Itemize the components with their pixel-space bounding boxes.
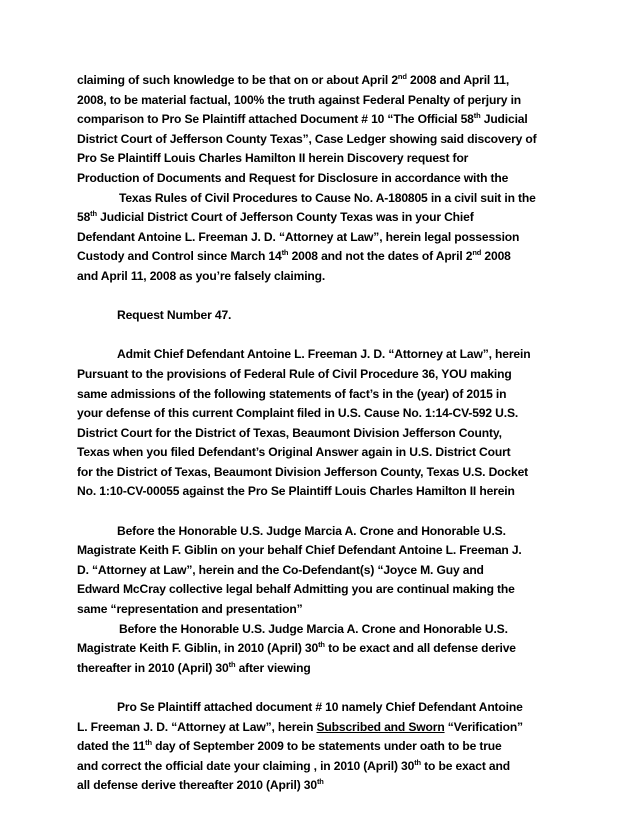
superscript: th [228,659,236,669]
text-segment: after viewing [235,660,311,675]
spacer [77,502,577,522]
superscript: th [145,738,152,748]
spacer [77,287,577,307]
superscript: th [281,248,289,258]
text-line [77,71,577,91]
document-page [77,71,577,796]
text-line: and April 11, 2008 as you’re falsely claiming. [77,268,326,283]
text-line: No. 1:10-CV-00055 against the Pro Se Plaintiff Louis Charles Hamilton II herein [77,484,515,499]
text-line: Defendant Antoine L. Freeman J. D. “Attorney at Law”, herein legal possession [77,229,520,244]
text-line: Production of Documents and Request for Disclosure in accordance with the [77,170,509,185]
text-segment: comparison to Pro Se Plaintiff attached Document # 10 “The Official 58 [77,112,474,127]
text-line: D. “Attorney at Law”, herein and the Co-Defendant(s) “Joyce M. Guy and [77,562,484,577]
text-segment: claiming of such knowledge to be that on or about April 2 [77,73,398,87]
text-line: Texas Rules of Civil Procedures to Cause No. A-180805 in a civil suit in the [119,190,536,205]
text-line [77,757,577,777]
text-segment: 2008 [481,249,511,264]
text-line: Pro Se Plaintiff Louis Charles Hamilton II herein Discovery request for [77,151,469,166]
text-segment: 2008 and not the dates of April 2 [288,249,473,264]
text-segment: Judicial District Court of Jefferson County Texas was in your Chief [96,210,474,225]
text-line [77,208,577,228]
spacer [77,678,577,698]
text-line: Edward McCray collective legal behalf Admitting you are continual making the [77,582,515,597]
text-segment: 2008 and April 11, [406,73,510,87]
text-segment: thereafter in 2010 (April) 30 [77,660,229,675]
text-segment: Custody and Control since March 14 [77,249,282,264]
text-line: Before the Honorable U.S. Judge Marcia A. Crone and Honorable U.S. [119,621,508,636]
superscript: th [473,111,481,121]
text-segment: Judicial [480,112,528,127]
text-line [77,110,577,130]
spacer [77,326,577,346]
text-line: District Court of Jefferson County Texas”, Case Ledger showing said discovery of [77,131,537,146]
text-line [77,247,577,267]
text-line: 2008, to be material factual, 100% the truth against Federal Penalty of perjury in [77,92,522,107]
text-line: Texas when you filed Defendant’s Original Answer again in U.S. District Court [77,445,511,460]
text-line: for the District of Texas, Beaumont Division Jefferson County, Texas U.S. Docket [77,464,529,479]
text-line: Pro Se Plaintiff attached document # 10 namely Chief Defendant Antoine [117,700,523,714]
text-segment: “Verification” [444,719,523,734]
superscript: th [414,757,421,767]
text-segment: to be exact and all defense derive [324,641,516,656]
text-line: Before the Honorable U.S. Judge Marcia A. Crone and Honorable U.S. [117,523,506,538]
text-segment: L. Freeman J. D. “Attorney at Law”, herein [77,719,317,734]
superscript: nd [472,248,482,258]
text-segment: 58 [77,210,91,225]
text-line [77,776,577,796]
request-heading: Request Number 47. [117,308,232,323]
text-line: same admissions of the following statements of fact’s in the (year) of 2015 in [77,386,507,401]
superscript: th [90,209,97,219]
text-line: Admit Chief Defendant Antoine L. Freeman J. D. “Attorney at Law”, herein [117,347,531,362]
text-line [77,737,577,757]
paragraph-1 [77,71,577,287]
text-line: Magistrate Keith F. Giblin on your behalf Chief Defendant Antoine L. Freeman J. [77,543,522,558]
text-segment: to be exact and [420,758,510,773]
underlined-text: Subscribed and Sworn [316,719,445,734]
text-line [77,718,577,738]
paragraph-4 [77,698,577,796]
text-segment: and correct the official date your claiming , in 2010 (April) 30 [77,758,415,773]
text-line: District Court for the District of Texas, Beaumont Division Jefferson County, [77,425,502,440]
superscript: th [318,640,325,650]
paragraph-3 [77,522,577,679]
text-line [77,639,577,659]
paragraph-2 [77,345,577,502]
text-segment: day of September 2009 to be statements under oath to be true [151,739,502,754]
text-segment: dated the 11 [77,739,146,754]
text-segment: Magistrate Keith F. Giblin, in 2010 (April) 30 [77,641,319,656]
text-line [77,659,577,679]
text-line: Pursuant to the provisions of Federal Rule of Civil Procedure 36, YOU making [77,366,512,381]
text-line: same “representation and presentation” [77,602,303,617]
superscript: nd [397,72,407,81]
text-line: your defense of this current Complaint filed in U.S. Cause No. 1:14-CV-592 U.S. [77,406,519,421]
text-segment: all defense derive thereafter 2010 (April) 30 [77,778,317,793]
superscript: th [316,777,324,787]
